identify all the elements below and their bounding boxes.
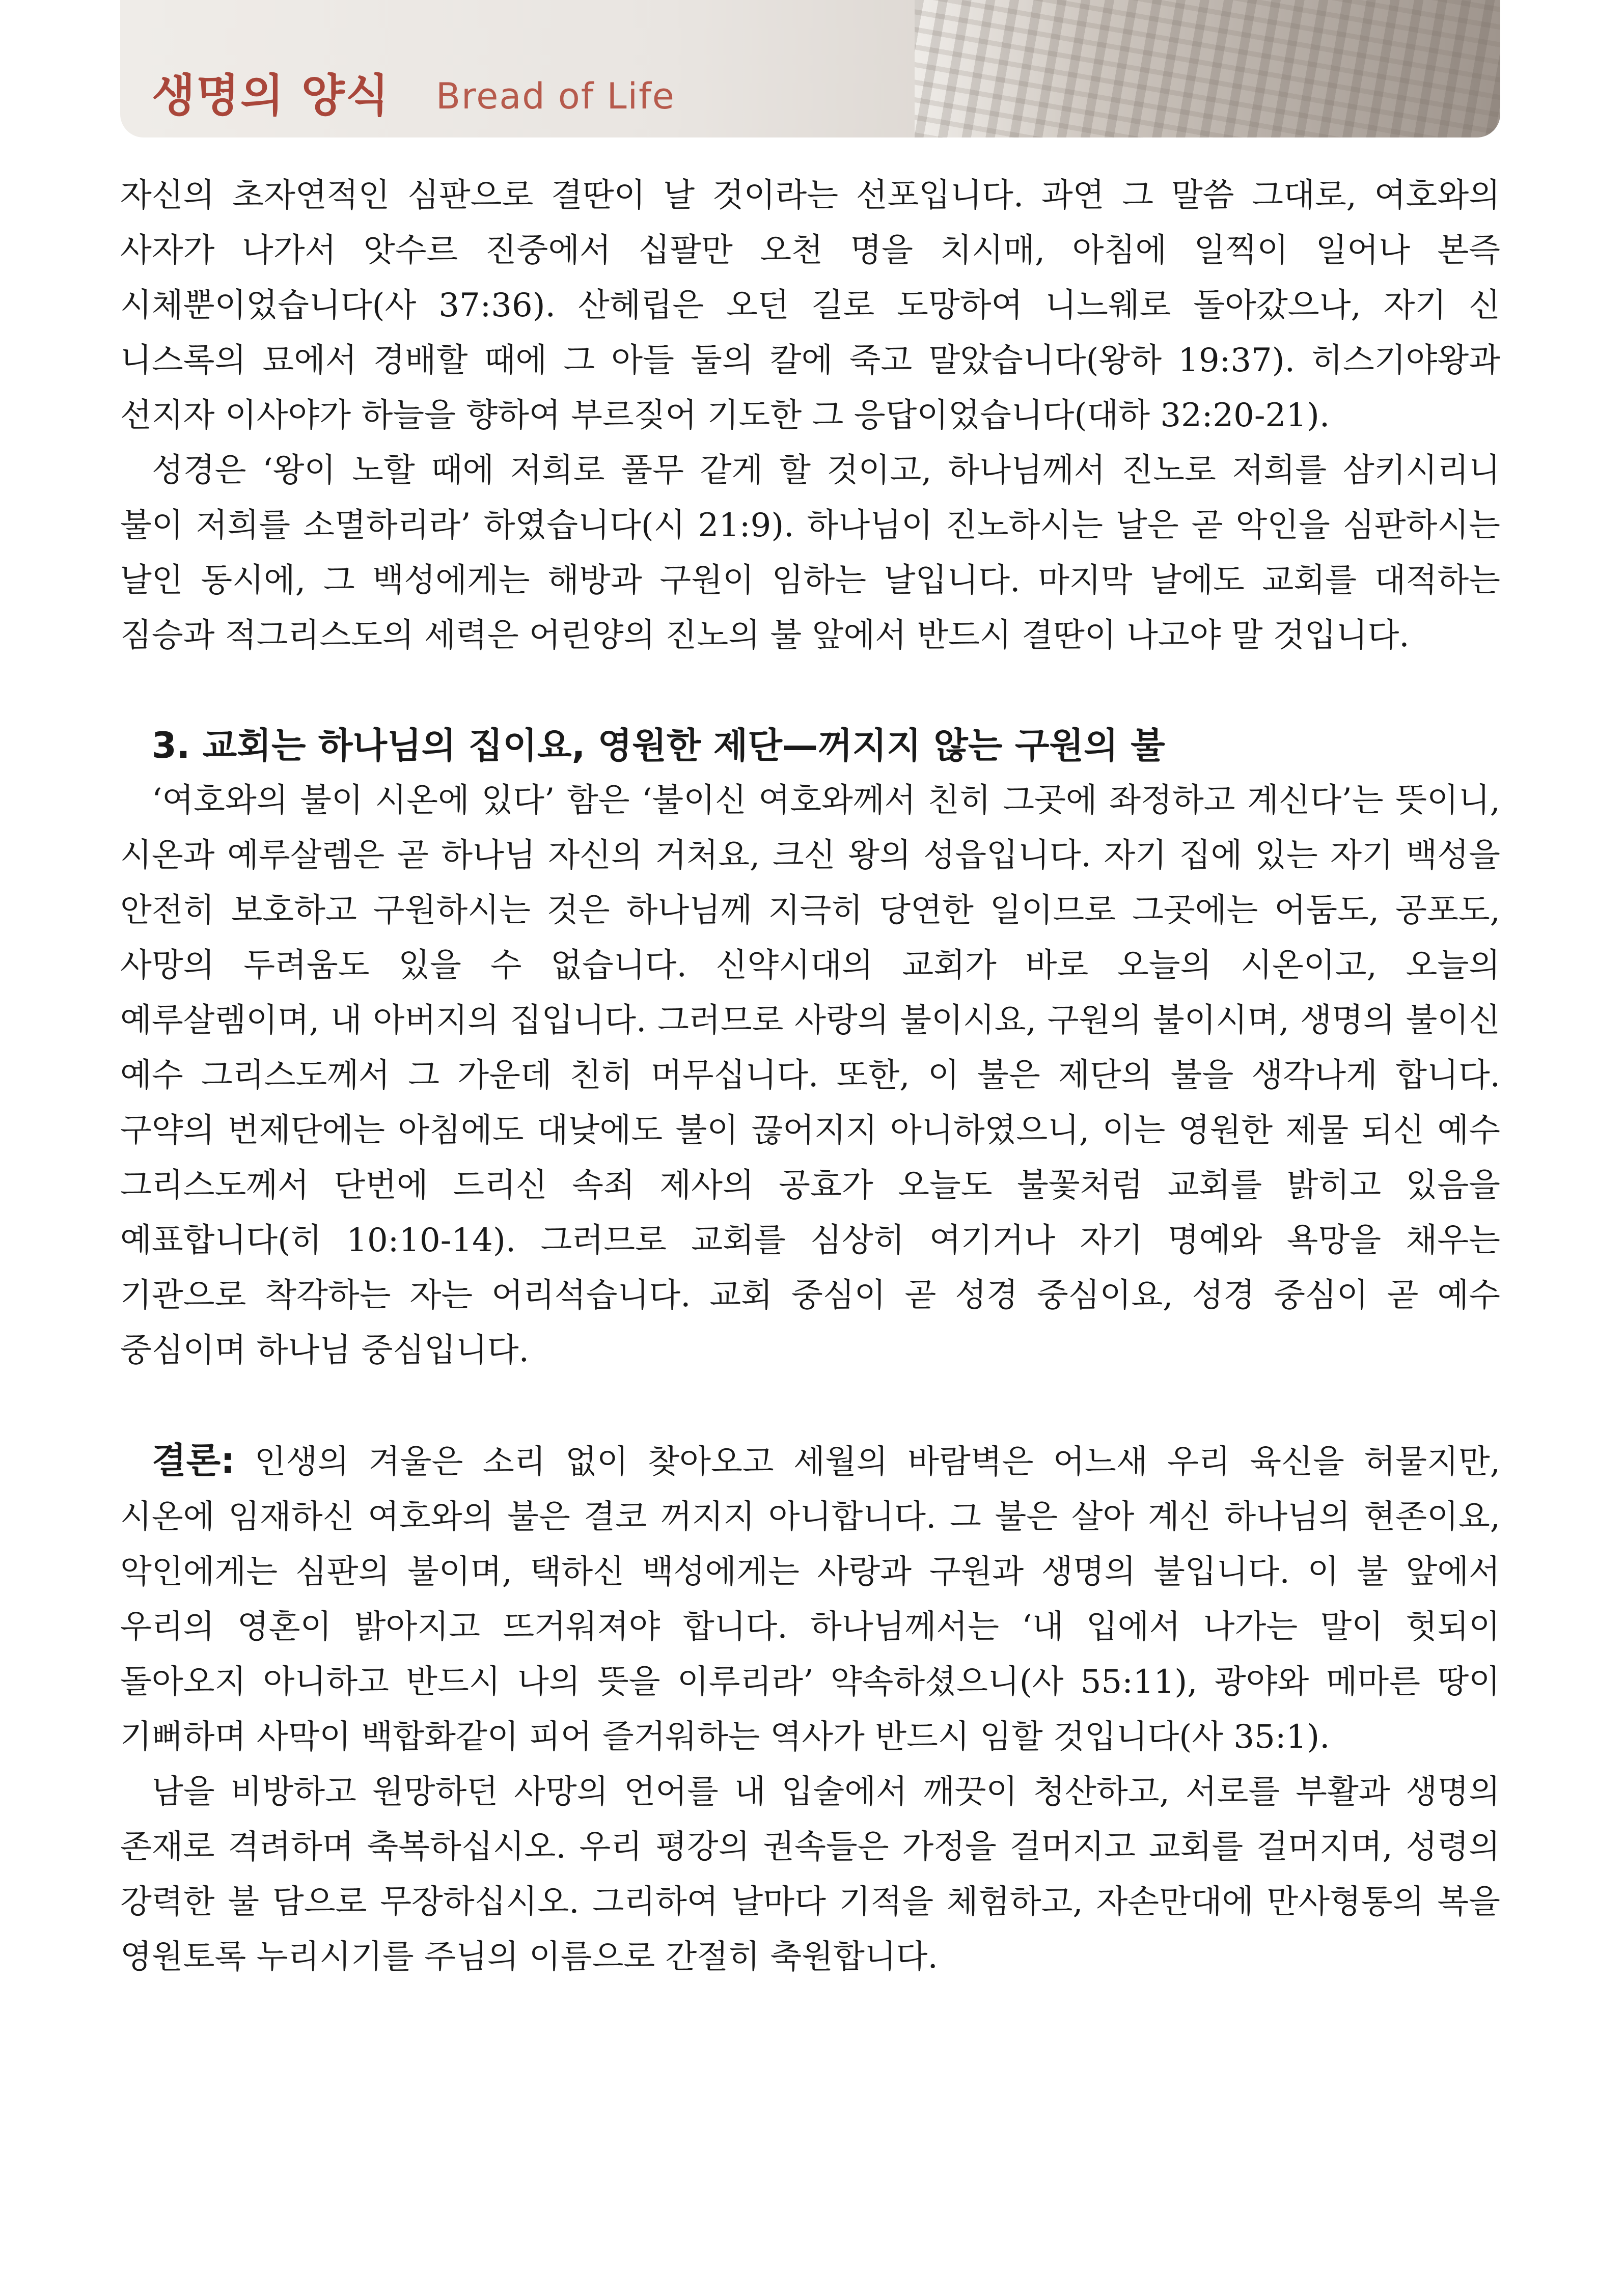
section-title: 생명의 양식 (152, 69, 390, 122)
paragraph-3: ‘여호와의 불이 시온에 있다’ 함은 ‘불이신 여호와께서 친히 그곳에 좌정하고 계신다’는 뜻이니, 시온과 예루살렘은 곧 하나님 자신의 거처요, 크신 왕의 성읍입니다. 자기 집에 있는 자기 백성을 안전히 보호하고 구원하시는 것은 하나님께 지극히 당연한 일이므로 그곳에는 어둠도, 공포도, 사망의 두려움도 있을 수 없습니다. 신약시대의 교회가 바로 오늘의 시온이고, 오늘의 예루살렘이며, 내 아버지의 집입니다. 그러므로 사랑의 불이시요, 구원의 불이시며, 생명의 불이신 예수 그리스도께서 그 가운데 친히 머무십니다. 또한, 이 불은 제단의 불을 생각나게 합니다. 구약의 번제단에는 아침에도 대낮에도 불이 끊어지지 아니하였으니, 이는 영원한 제물 되신 예수 그리스도께서 단번에 드리신 속죄 제사의 공효가 오늘도 불꽃처럼 교회를 밝히고 있음을 예표합니다(히 10:10-14). 그러므로 교회를 심상히 여기거나 자기 명예와 욕망을 채우는 기관으로 착각하는 자는 어리석습니다. 교회 중심이 곧 성경 중심이요, 성경 중심이 곧 예수 중심이며 하나님 중심입니다. (120, 782, 1500, 1369)
page-header (120, 0, 1500, 137)
spacer (120, 663, 1500, 718)
article-body (120, 168, 1500, 1985)
section-heading-3: 3. 교회는 하나님의 집이요, 영원한 제단—꺼지지 않는 구원의 불 (152, 725, 1165, 766)
spacer (120, 1378, 1500, 1433)
paragraph-5: 남을 비방하고 원망하던 사망의 언어를 내 입술에서 깨끗이 청산하고, 서로를 부활과 생명의 존재로 격려하며 축복하십시오. 우리 평강의 권속들은 가정을 걸머지고 교회를 걸머지며, 성령의 강력한 불 담으로 무장하십시오. 그리하여 날마다 기적을 체험하고, 자손만대에 만사형통의 복을 영원토록 누리시기를 주님의 이름으로 간절히 축원합니다. (120, 1773, 1500, 1976)
header-photo (915, 0, 1500, 137)
conclusion-text: 인생의 겨울은 소리 없이 찾아오고 세월의 바람벽은 어느새 우리 육신을 허물지만, 시온에 임재하신 여호와의 불은 결코 꺼지지 아니합니다. 그 불은 살아 계신 하나님의 현존이요, 악인에게는 심판의 불이며, 택하신 백성에게는 사랑과 구원과 생명의 불입니다. 이 불 앞에서 우리의 영혼이 밝아지고 뜨거워져야 합니다. 하나님께서는 ‘내 입에서 나가는 말이 헛되이 돌아오지 아니하고 반드시 나의 뜻을 이루리라’ 약속하셨으니(사 55:11), 광야와 메마른 땅이 기뻐하며 사막이 백합화같이 피어 즐거워하는 역사가 반드시 임할 것입니다(사 35:1). (120, 1443, 1501, 1756)
section-subtitle: Bread of Life (436, 75, 675, 117)
paragraph-2: 성경은 ‘왕이 노할 때에 저희로 풀무 같게 할 것이고, 하나님께서 진노로 저희를 삼키시리니 불이 저희를 소멸하리라’ 하였습니다(시 21:9). 하나님이 진노하시는 날은 곧 악인을 심판하시는 날인 동시에, 그 백성에게는 해방과 구원이 임하는 날입니다. 마지막 날에도 교회를 대적하는 짐승과 적그리스도의 세력은 어린양의 진노의 불 앞에서 반드시 결딴이 나고야 말 것입니다. (120, 452, 1500, 654)
paragraph-1: 자신의 초자연적인 심판으로 결딴이 날 것이라는 선포입니다. 과연 그 말씀 그대로, 여호와의 사자가 나가서 앗수르 진중에서 십팔만 오천 명을 치시매, 아침에 일찍이 일어나 본즉 시체뿐이었습니다(사 37:36). 산헤립은 오던 길로 도망하여 니느웨로 돌아갔으나, 자기 신 니스록의 묘에서 경배할 때에 그 아들 둘의 칼에 죽고 말았습니다(왕하 19:37). 히스기야왕과 선지자 이사야가 하늘을 향하여 부르짖어 기도한 그 응답이었습니다(대하 32:20-21). (120, 177, 1500, 434)
paragraph-conclusion (120, 1433, 1500, 1765)
conclusion-label: 결론: (152, 1440, 235, 1481)
